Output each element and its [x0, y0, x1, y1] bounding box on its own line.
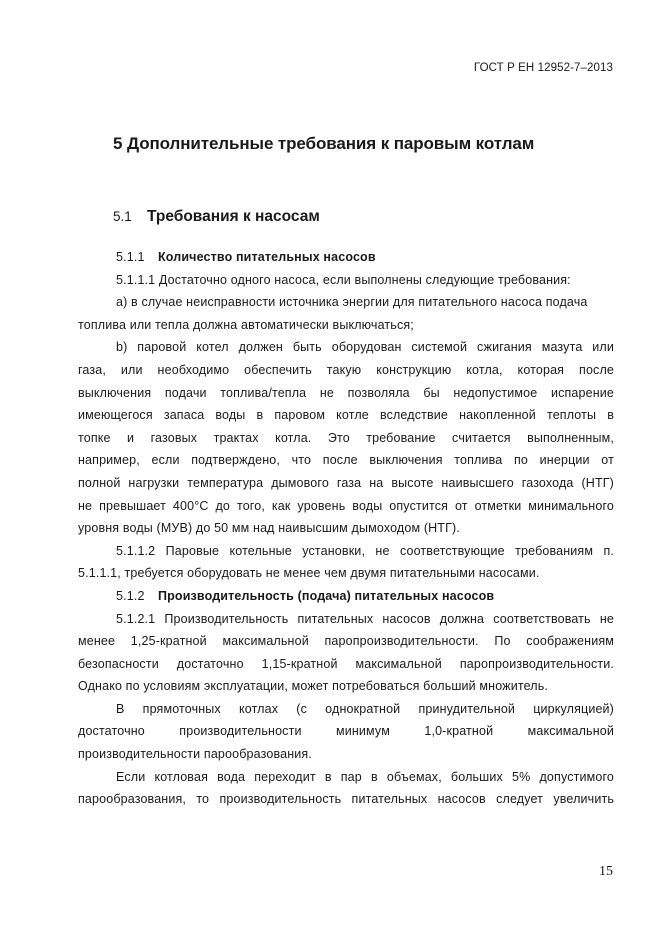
paragraph-line: 5.1.1.1 Достаточно одного насоса, если выполнены следующие требования: [116, 272, 571, 287]
section-title: 5 Дополнительные требования к паровым котлам [113, 134, 535, 153]
subsection-title: Требования к насосам [147, 208, 320, 225]
clause-number: 5.1.1 [116, 250, 145, 264]
paragraph-line: топлива или тепла должна автоматически выключаться; [78, 317, 414, 332]
page-number: 15 [599, 864, 613, 879]
paragraph-line: достаточно производительности минимум 1,0-кратной максимальной [78, 724, 614, 739]
clause-number: 5.1.2 [116, 588, 145, 603]
paragraph-line: имеющегося запаса воды в паровом котле вследствие накопленной теплоты в [78, 408, 614, 423]
paragraph-line: производительности парообразования. [78, 747, 312, 762]
paragraph-line: газа, или необходимо обеспечить такую конструкцию котла, которая после [78, 362, 614, 377]
clause-title: Количество питательных насосов [158, 250, 376, 264]
paragraph-line: b) паровой котел должен быть оборудован системой сжигания мазута или [116, 340, 614, 355]
paragraph-line: выключения подачи топлива/тепла не позволяла бы недопустимое испарение [78, 385, 614, 400]
paragraph-line: например, если подтверждено, что после выключения топлива по инерции от [78, 453, 614, 468]
paragraph-line: менее 1,25-кратной максимальной паропроизводительности. По соображениям [78, 634, 614, 649]
clause-heading [78, 585, 614, 608]
paragraph-line: топке и газовых трактах котла. Это требование считается выполненным, [78, 430, 614, 445]
paragraph-line: а) в случае неисправности источника энергии для питательного насоса подача [116, 295, 588, 310]
paragraph-line: Если котловая вода переходит в пар в объемах, больших 5% допустимого [116, 769, 614, 784]
paragraph-line: не превышает 400°С до того, как уровень воды опустится от отметки минимального [78, 498, 614, 513]
paragraph-line: Однако по условиям эксплуатации, может потребоваться больший множитель. [78, 679, 548, 694]
paragraph-line: В прямоточных котлах (с однократной принудительной циркуляцией) [116, 701, 614, 716]
subsection-heading [113, 208, 320, 226]
paragraph-line: 5.1.1.1, требуется оборудовать не менее чем двумя питательными насосами. [78, 566, 540, 581]
paragraph-line: полной нагрузки температура дымового газа на высоте наивысшего газохода (НТГ) [78, 475, 614, 490]
paragraph-line: 5.1.2.1 Производительность питательных насосов должна соответствовать не [116, 611, 614, 626]
paragraph-line: уровня воды (МУВ) до 50 мм над наивысшим дымоходом (НТГ). [78, 521, 460, 536]
standard-code-header: ГОСТ Р ЕН 12952-7–2013 [473, 62, 613, 74]
clause-title: Производительность (подача) питательных насосов [158, 588, 495, 603]
paragraph-line: парообразования, то производительность питательных насосов следует увеличить [78, 792, 614, 807]
paragraph-line: безопасности достаточно 1,15-кратной максимальной паропроизводительности. [78, 656, 614, 671]
subsection-number: 5.1 [113, 209, 132, 224]
clause-heading [78, 246, 614, 269]
body-text [78, 246, 614, 811]
paragraph-line: 5.1.1.2 Паровые котельные установки, не соответствующие требованиям п. [116, 543, 614, 558]
